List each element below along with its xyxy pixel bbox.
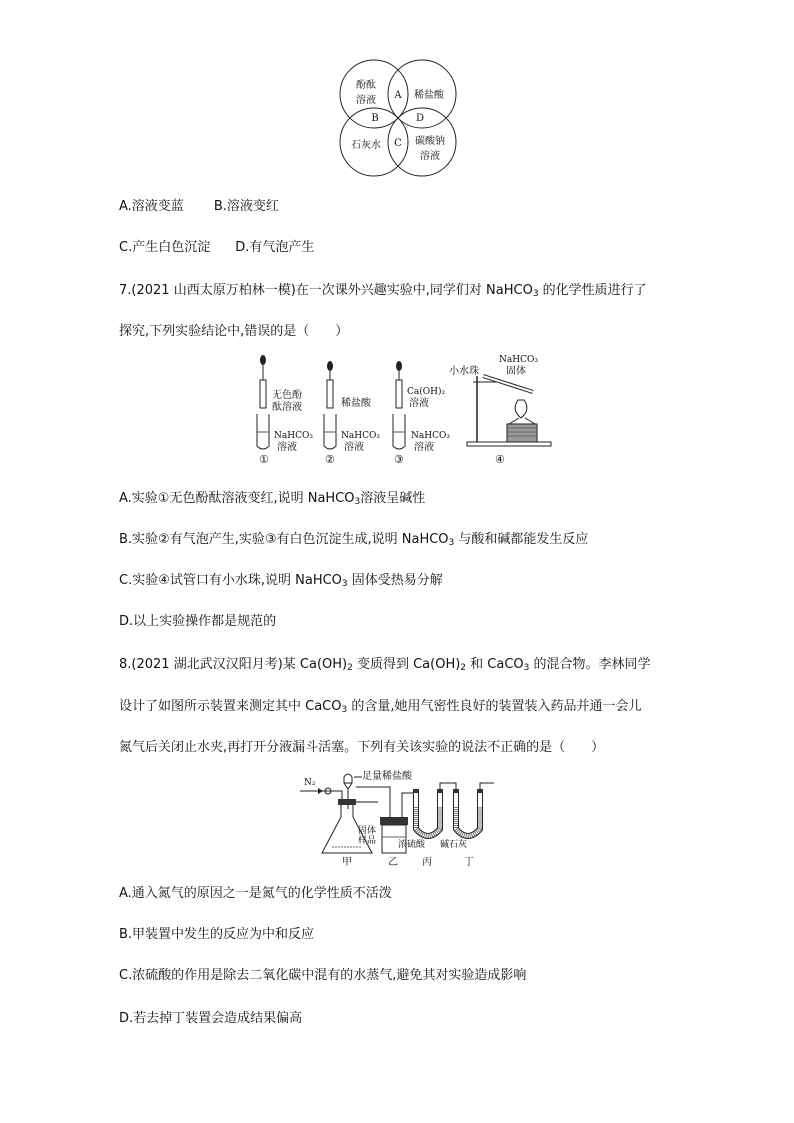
tube-3 (393, 361, 450, 466)
q8-l1-a: 8.(2021 湖北武汉汉阳月考)某 Ca(OH) (119, 657, 348, 672)
q8-l1-s1: 2 (347, 663, 353, 673)
venn-region-c: C (394, 138, 402, 149)
tube3-reagent-1: Ca(OH)₂ (407, 387, 446, 397)
q6-option-c: C.产生白色沉淀 (119, 240, 211, 255)
venn-diagram (338, 58, 458, 178)
q8-option-b: B.甲装置中发生的反应为中和反应 (119, 927, 315, 942)
q8-l2-s: 3 (341, 705, 348, 715)
setup4-number: ④ (495, 453, 505, 466)
q7-b-sub: 3 (448, 538, 455, 548)
venn-br-1: 碳酸钠 (415, 136, 445, 147)
q7-c-text: C.实验④试管口有小水珠,说明 NaHCO (119, 573, 342, 588)
tube3-number: ③ (394, 453, 404, 466)
jia-label: 甲 (342, 857, 352, 867)
q7-stem-line2: 探究,下列实验结论中,错误的是（ ） (119, 324, 349, 339)
tube1-liquid-2: 溶液 (277, 442, 297, 453)
q8-option-d: D.若去掉丁装置会造成结果偏高 (119, 1011, 303, 1026)
q6-option-d: D.有气泡产生 (235, 240, 315, 255)
q7-stem-text: 7.(2021 山西太原万柏林一模)在一次课外兴趣实验中,同学们对 NaHCO (119, 283, 533, 298)
venn-region-b: B (371, 113, 379, 124)
q8-l1-s2: 2 (460, 663, 467, 673)
u-tube-bing (413, 783, 456, 867)
q7-stem-sub: 3 (532, 289, 539, 299)
tube3-reagent-2: 溶液 (409, 398, 429, 409)
q6-options-row2 (119, 236, 314, 255)
lime-label: 碱石灰 (440, 840, 468, 850)
tube2-reagent: 稀盐酸 (341, 398, 371, 409)
solid-label-2: 样品 (358, 836, 377, 846)
tube2-liquid-2: 溶液 (344, 442, 364, 453)
tube-1 (257, 355, 313, 466)
n2-label: N₂ (304, 778, 316, 788)
q8-l1-c: 和 CaCO (466, 657, 524, 672)
venn-tr: 稀盐酸 (414, 90, 444, 101)
tube1-liquid-1: NaHCO₃ (274, 431, 313, 441)
q7-a-sub: 3 (354, 497, 361, 507)
h2so4-label: 浓硫酸 (398, 840, 426, 850)
tube2-liquid-1: NaHCO₃ (341, 431, 380, 441)
q8-stem-line2 (119, 695, 642, 714)
yi-label: 乙 (388, 857, 398, 867)
q7-option-b (119, 528, 588, 547)
u-tube-ding (440, 783, 494, 867)
venn-br-2: 溶液 (420, 151, 440, 162)
q8-l1-s3: 3 (523, 663, 530, 673)
q7-b-text-2: 与酸和碱都能发生反应 (454, 532, 589, 547)
tube-2 (324, 361, 380, 466)
tube2-number: ② (325, 453, 335, 466)
q8-option-a: A.通入氮气的原因之一是氮气的化学性质不活泼 (119, 886, 392, 901)
q7-c-text-2: 固体受热易分解 (347, 573, 443, 588)
venn-region-a: A (394, 90, 402, 101)
tube3-liquid-1: NaHCO₃ (411, 431, 450, 441)
q8-l2-b: 的含量,她用气密性良好的装置装入药品并通一会儿 (347, 699, 642, 714)
acid-label: 足量稀盐酸 (362, 771, 412, 782)
venn-region-d: D (415, 113, 425, 124)
q8-option-c: C.浓硫酸的作用是除去二氧化碳中混有的水蒸气,避免其对实验造成影响 (119, 968, 527, 983)
q7-stem-line1 (119, 279, 647, 298)
tube1-reagent-2: 酞溶液 (272, 402, 302, 413)
tube1-number: ① (259, 453, 269, 466)
q7-apparatus-figure (245, 352, 555, 466)
venn-tl-1: 酚酞 (356, 80, 376, 91)
setup4-solid-2: 固体 (506, 366, 526, 377)
q7-stem-text-2: 的化学性质进行了 (538, 283, 647, 298)
ding-label: 丁 (464, 857, 474, 867)
q7-c-sub: 3 (341, 579, 348, 589)
q8-l2-a: 设计了如图所示装置来测定其中 CaCO (119, 699, 342, 714)
bing-label: 丙 (422, 857, 432, 867)
q6-option-b: B.溶液变红 (213, 199, 279, 214)
q7-a-text: A.实验①无色酚酞溶液变红,说明 NaHCO (119, 491, 355, 506)
setup4-solid-1: NaHCO₃ (499, 355, 538, 365)
q8-stem-line3: 氮气后关闭止水夹,再打开分液漏斗活塞。下列有关该实验的说法不正确的是（ ） (119, 740, 605, 755)
q7-b-text: B.实验②有气泡产生,实验③有白色沉淀生成,说明 NaHCO (119, 532, 449, 547)
heating-setup (449, 355, 551, 466)
q7-a-text-2: 溶液呈碱性 (360, 491, 426, 506)
q6-options-row1 (119, 195, 279, 214)
tube1-reagent-1: 无色酚 (272, 390, 302, 401)
flask-jia (322, 799, 378, 867)
q8-stem-line1 (119, 653, 651, 672)
q6-option-a: A.溶液变蓝 (119, 199, 184, 214)
q8-l1-d: 的混合物。李林同学 (529, 657, 651, 672)
q8-apparatus-figure (298, 769, 502, 867)
q7-option-a (119, 487, 425, 506)
venn-bl: 石灰水 (351, 140, 381, 151)
venn-tl-2: 溶液 (356, 95, 376, 106)
q7-option-d: D.以上实验操作都是规范的 (119, 614, 277, 629)
setup4-drop-label: 小水珠 (449, 366, 479, 377)
solid-label-1: 固体 (358, 826, 377, 836)
q8-l1-b: 变质得到 Ca(OH) (352, 657, 461, 672)
q7-option-c (119, 569, 443, 588)
tube3-liquid-2: 溶液 (414, 442, 434, 453)
